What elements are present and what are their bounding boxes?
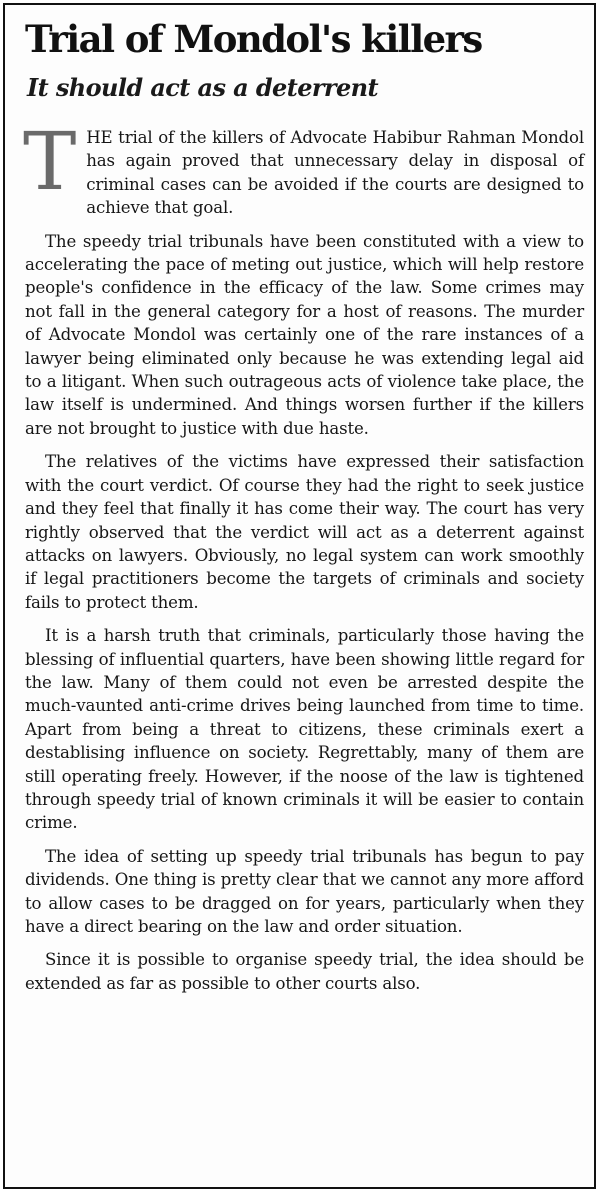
article-paragraph-2: The speedy trial tribunals have been constituted with a view to accelerating the pace of meting out justice, which will help restore people's confidence in the efficacy of the law. Some crimes may not fall in the general category for a host of reasons. The murder of Advocate Mondol was certainly one of the rare instances of a lawyer being eliminated only because he was extending legal aid to a litigant. When such outrageous acts of violence take place, the law itself is undermined. And things worsen further if the killers are not brought to justice with due haste. bbox=[25, 231, 584, 438]
article-paragraph-6: Since it is possible to organise speedy trial, the idea should be extended as far as possible to other courts also. bbox=[25, 950, 584, 993]
article-paragraph-3: The relatives of the victims have expressed their satisfaction with the court verdict. Of course they had the right to seek justice and they feel that finally it has come their way. The court has very rightly observed that the verdict will act as a deterrent against attacks on lawyers. Obviously, no legal system can work smoothly if legal practitioners become the targets of criminals and society fails to protect them. bbox=[25, 452, 584, 612]
article-body bbox=[23, 115, 584, 1005]
article-paragraph-5: The idea of setting up speedy trial tribunals has begun to pay dividends. One thing is pretty clear that we cannot any more afford to allow cases to be dragged on for years, particularly when they have a direct bearing on the law and order situation. bbox=[25, 846, 584, 936]
article-paragraph-4: It is a harsh truth that criminals, particularly those having the blessing of influential quarters, have been showing little regard for the law. Many of them could not even be arrested despite the much-vaunted anti-crime drives being launched from time to time. Apart from being a threat to citizens, these criminals exert a destablising influence on society. Regrettably, many of them are still operating freely. However, if the noose of the law is tightened through speedy trial of known criminals it will be easier to contain crime. bbox=[25, 626, 584, 833]
article-paragraph-1 bbox=[23, 115, 584, 220]
article-frame bbox=[3, 3, 596, 1189]
article-headline: Trial of Mondol's killers bbox=[25, 17, 482, 61]
first-paragraph-text: HE trial of the killers of Advocate Habibur Rahman Mondol has again proved that unnecessary delay in disposal of criminal cases can be avoided if the courts are designed to achieve that goal. bbox=[86, 128, 584, 218]
article-subheadline: It should act as a deterrent bbox=[27, 73, 378, 102]
drop-cap: T bbox=[23, 115, 77, 208]
